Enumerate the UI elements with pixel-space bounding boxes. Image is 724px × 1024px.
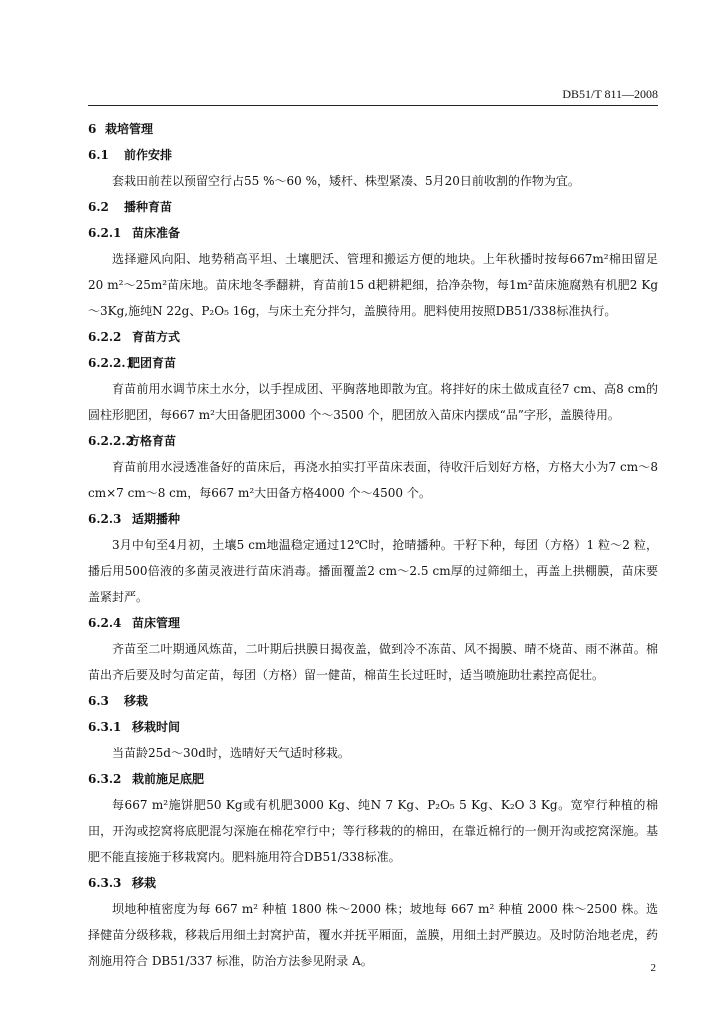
body-paragraph: 选择避风向阳、地势稍高平坦、土壤肥沃、管理和搬运方便的地块。上年秋播时按每667m²棉田留足20 m²～25m²苗床地。苗床地冬季翻耕，育苗前15 d耙耕耙细，拾净杂物，每1m²苗床施腐熟有机肥2 Kg～3Kg,施纯N 22g、P₂O₅ 16g，与床土充分拌匀，盖膜待用。肥料使用按照DB51/338标准执行。 bbox=[88, 252, 658, 318]
section-number: 6.2.2.1 bbox=[88, 356, 134, 370]
section-title: 移栽 bbox=[124, 694, 149, 708]
page-number: 2 bbox=[650, 962, 656, 974]
section-number: 6.2.1 bbox=[88, 226, 122, 240]
section-number: 6.2.2 bbox=[88, 330, 122, 344]
section-number: 6.2.3 bbox=[88, 512, 122, 526]
section-number: 6.2 bbox=[88, 200, 109, 214]
section-heading bbox=[88, 870, 658, 896]
section-heading bbox=[88, 610, 658, 636]
header-divider bbox=[88, 105, 658, 106]
section-title: 苗床准备 bbox=[132, 226, 181, 240]
document-body bbox=[88, 116, 658, 974]
section-number: 6.1 bbox=[88, 148, 109, 162]
section-heading bbox=[88, 506, 658, 532]
section-number: 6.2.4 bbox=[88, 616, 122, 630]
section-number: 6.2.2.2 bbox=[88, 434, 134, 448]
section-number: 6.3 bbox=[88, 694, 109, 708]
body-paragraph: 3月中旬至4月初，土壤5 cm地温稳定通过12℃时，抢晴播种。干籽下种，每团（方格）1 粒～2 粒，播后用500倍液的多菌灵液进行苗床消毒。播面覆盖2 cm～2.5 cm厚的过筛细土，再盖上拱棚膜，苗床要盖紧封严。 bbox=[88, 538, 658, 604]
section-title: 移栽时间 bbox=[132, 720, 181, 734]
section-title: 移栽 bbox=[132, 876, 157, 890]
section-heading bbox=[88, 324, 658, 350]
section-title: 育苗方式 bbox=[132, 330, 181, 344]
section-title: 苗床管理 bbox=[132, 616, 181, 630]
section-heading bbox=[88, 714, 658, 740]
section-title: 栽前施足底肥 bbox=[132, 772, 205, 786]
section-heading bbox=[88, 220, 658, 246]
body-paragraph: 当苗龄25d～30d时，选晴好天气适时移栽。 bbox=[112, 746, 350, 760]
section-heading bbox=[88, 428, 658, 454]
body-paragraph: 坝地种植密度为每 667 m² 种植 1800 株～2000 株；坡地每 667 m² 种植 2000 株～2500 株。选择健苗分级移栽，移栽后用细土封窝护苗，覆水并抚平厢面，盖膜，用细土封严膜边。及时防治地老虎，药剂施用符合 DB51/337 标准，防治方法参见附录 A。 bbox=[88, 902, 658, 968]
section-heading bbox=[88, 766, 658, 792]
section-number: 6.3.1 bbox=[88, 720, 122, 734]
section-title: 栽培管理 bbox=[105, 122, 154, 136]
body-paragraph: 育苗前用水浸透准备好的苗床后，再浇水拍实打平苗床表面，待收汗后划好方格，方格大小为7 cm～8 cm×7 cm～8 cm，每667 m²大田备方格4000 个～4500 个。 bbox=[88, 460, 658, 500]
section-heading bbox=[88, 194, 658, 220]
section-title: 肥团育苗 bbox=[128, 356, 177, 370]
section-number: 6.3.2 bbox=[88, 772, 122, 786]
section-heading bbox=[88, 142, 658, 168]
section-title: 方格育苗 bbox=[128, 434, 177, 448]
section-number: 6.3.3 bbox=[88, 876, 122, 890]
body-paragraph: 套栽田前茬以预留空行占55 %～60 %，矮杆、株型紧凑、5月20日前收割的作物为宜。 bbox=[112, 174, 580, 188]
section-title: 适期播种 bbox=[132, 512, 181, 526]
body-paragraph: 齐苗至二叶期通风炼苗，二叶期后拱膜日揭夜盖，做到冷不冻苗、风不揭膜、晴不烧苗、雨不淋苗。棉苗出齐后要及时匀苗定苗，每团（方格）留一健苗，棉苗生长过旺时，适当喷施助壮素控高促壮。 bbox=[88, 642, 658, 682]
body-paragraph: 育苗前用水调节床土水分，以手捏成团、平胸落地即散为宜。将拌好的床土做成直径7 cm、高8 cm的圆柱形肥团，每667 m²大田备肥团3000 个～3500 个，肥团放入苗床内摆成“品”字形，盖膜待用。 bbox=[88, 382, 658, 422]
section-heading bbox=[88, 688, 658, 714]
section-heading bbox=[88, 350, 658, 376]
body-paragraph: 每667 m²施饼肥50 Kg或有机肥3000 Kg、纯N 7 Kg、P₂O₅ 5 Kg、K₂O 3 Kg。宽窄行种植的棉田，开沟或挖窝将底肥混匀深施在棉花窄行中；等行移栽的的棉田，在靠近棉行的一侧开沟或挖窝深施。基肥不能直接施于移栽窝内。肥料施用符合DB51/338标准。 bbox=[88, 798, 658, 864]
section-number: 6 bbox=[88, 122, 97, 136]
document-code: DB51/T 811—2008 bbox=[562, 87, 658, 101]
section-title: 前作安排 bbox=[124, 148, 173, 162]
section-title: 播种育苗 bbox=[124, 200, 173, 214]
section-heading bbox=[88, 116, 658, 142]
